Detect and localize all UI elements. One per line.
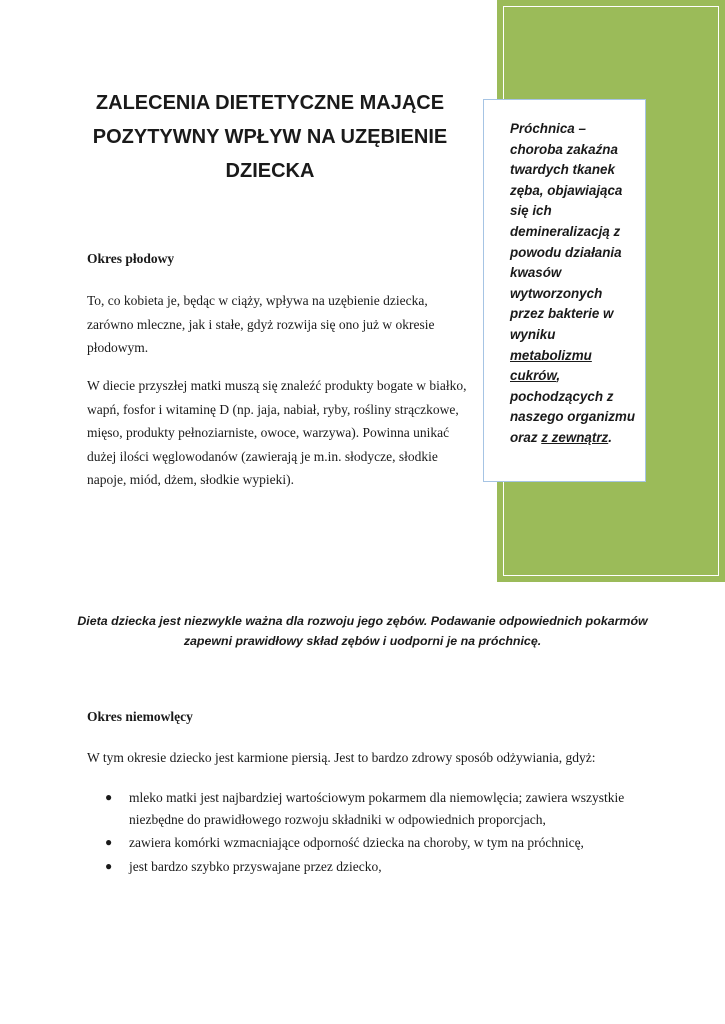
lead-statement: Dieta dziecka jest niezwykle ważna dla rozwoju jego zębów. Podawanie odpowiednich pokarmów zapewni prawidłowy skład zębów i uodporni je na próchnicę. — [77, 614, 648, 648]
page-title: ZALECENIA DIETETYCZNE MAJĄCE POZYTYWNY WPŁYW NA UZĘBIENIE DZIECKA — [92, 92, 448, 182]
paragraph-infant-intro: W tym okresie dziecko jest karmione piersią. Jest to bardzo zdrowy sposób odżywiania, gdyż: — [87, 750, 596, 765]
definition-callout — [483, 99, 646, 482]
callout-underlined-term-1: metabolizmu cukrów — [510, 347, 592, 384]
paragraph-fetal-2: W diecie przyszłej matki muszą się znaleźć produkty bogate w białko, wapń, fosfor i witaminę D (np. jaja, nabiał, ryby, rośliny strączkowe, mięso, produkty pełnoziarniste, owoce, warzywa). Powinna unikać dużej ilości węglowodanów (zawierają je m.in. słodycze, słodkie napoje, miód, dżem, słodkie wypieki). — [87, 378, 467, 487]
list-item-text: zawiera komórki wzmacniające odporność dziecka na choroby, w tym na próchnicę, — [129, 835, 584, 850]
list-item — [87, 856, 657, 878]
list-item-text: mleko matki jest najbardziej wartościowym pokarmem dla niemowlęcia; zawiera wszystkie niezbędne do prawidłowego rozwoju składniki w odpowiednich proporcjach, — [129, 790, 625, 827]
callout-text-before: Próchnica – choroba zakaźna twardych tkanek zęba, objawiająca się ich demineralizacją z powodu działania kwasów wytworzonych przez bakterie w wyniku — [510, 121, 623, 342]
infant-benefits-list — [87, 787, 657, 879]
callout-text-end: . — [608, 429, 612, 445]
bullet-icon: ● — [105, 790, 113, 804]
list-item — [87, 787, 657, 830]
list-item — [87, 832, 657, 854]
callout-text-middle: , pochodzących z naszego organizmu oraz — [510, 368, 635, 445]
paragraph-fetal-1: To, co kobieta je, będąc w ciąży, wpływa na uzębienie dziecka, zarówno mleczne, jak i stałe, gdyż rozwija się ono już w okresie płodowym. — [87, 293, 435, 355]
list-item-text: jest bardzo szybko przyswajane przez dziecko, — [129, 858, 382, 874]
section-heading-fetal: Okres płodowy — [87, 251, 175, 266]
callout-underlined-term-2: z zewnątrz — [541, 429, 609, 445]
bullet-icon: ● — [105, 858, 113, 873]
bullet-icon: ● — [105, 835, 113, 849]
section-heading-infant: Okres niemowlęcy — [87, 709, 193, 724]
